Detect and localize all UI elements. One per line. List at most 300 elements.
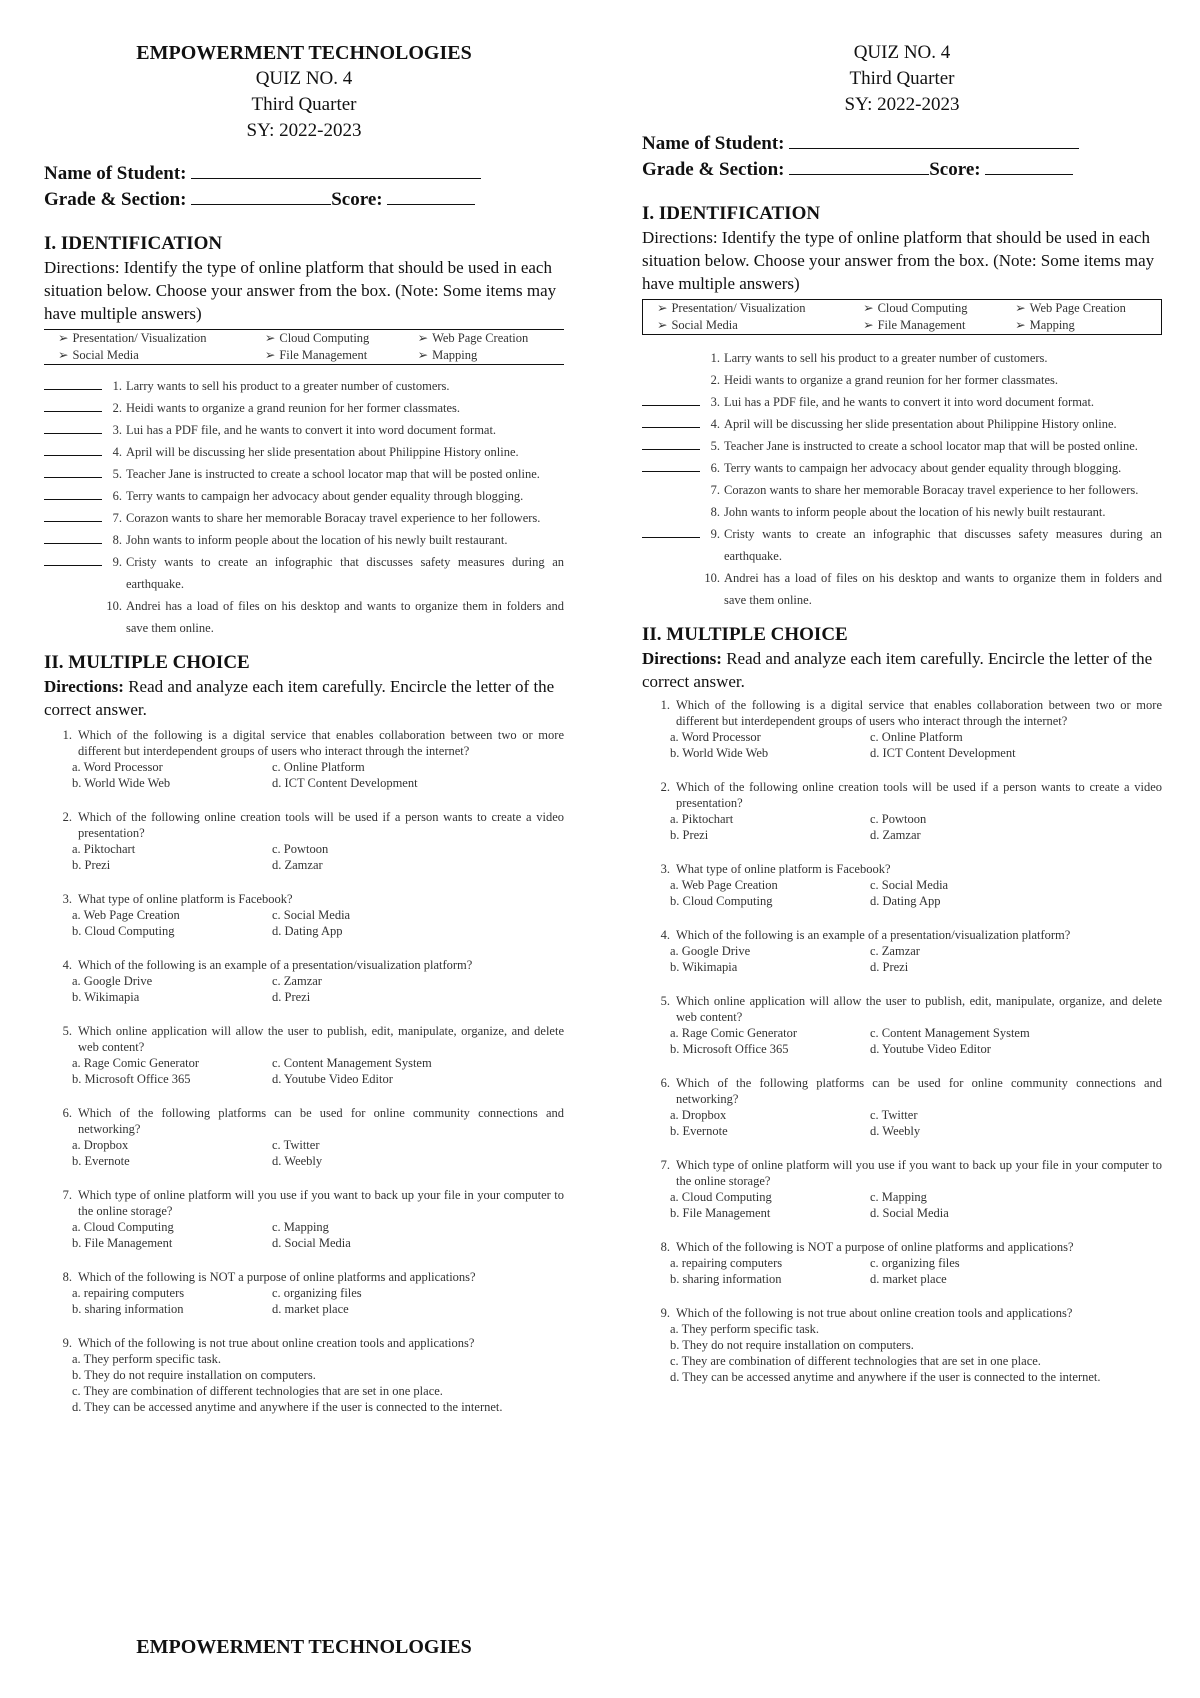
answer-option[interactable]: b. They do not require installation on computers. — [72, 1368, 316, 1382]
answer-option[interactable]: a. Word Processor — [72, 760, 163, 774]
answer-option[interactable]: d. They can be accessed anytime and anywhere if the user is connected to the internet. — [72, 1400, 503, 1414]
right-mc-directions-label: Directions: — [642, 649, 722, 668]
mc-question — [642, 1075, 1162, 1139]
mc-question — [44, 727, 564, 791]
identification-item — [642, 413, 1162, 435]
question-number: 5. — [660, 994, 670, 1008]
left-quiz-sheet — [44, 0, 564, 1433]
right-header-quiz: QUIZ NO. 4 — [853, 42, 951, 63]
item-number: 10. — [704, 571, 720, 585]
item-text: Lui has a PDF file, and he wants to convert it into word document format. — [724, 395, 1095, 409]
question-number: 2. — [660, 780, 670, 794]
item-number: 6. — [112, 489, 122, 503]
mc-question — [642, 861, 1162, 909]
identification-item — [44, 419, 564, 441]
identification-item — [44, 375, 564, 397]
question-number: 7. — [62, 1188, 72, 1202]
left-choice: ➢ Mapping — [417, 348, 478, 362]
question-text: Which of the following is an example of a presentation/visualization platform? — [676, 928, 1071, 942]
item-number: 1. — [112, 379, 122, 393]
mc-question — [44, 1187, 564, 1251]
item-number: 8. — [112, 533, 122, 547]
left-header-quiz: QUIZ NO. 4 — [255, 68, 353, 89]
answer-option[interactable]: c. Powtoon — [272, 842, 329, 856]
right-header-sy: SY: 2022-2023 — [844, 94, 960, 115]
question-stem — [44, 809, 564, 841]
answer-options — [44, 841, 564, 873]
question-text: Which of the following is a digital service that enables collaboration between two or more different but interdependent groups of users who interact through the internet? — [676, 698, 1162, 728]
question-number: 8. — [62, 1270, 72, 1284]
mc-question — [642, 779, 1162, 843]
item-number: 1. — [710, 351, 720, 365]
question-number: 9. — [62, 1336, 72, 1350]
right-choice: ➢ Cloud Computing — [863, 301, 968, 315]
answer-options — [642, 1255, 1162, 1287]
item-number: 4. — [112, 445, 122, 459]
answer-blank[interactable] — [44, 463, 102, 478]
right-mc-questions — [642, 697, 1162, 1385]
right-choices-box — [642, 299, 1162, 335]
answer-option[interactable]: b. sharing information — [72, 1302, 184, 1316]
answer-option[interactable]: a. Cloud Computing — [72, 1220, 174, 1234]
question-text: Which of the following platforms can be used for online community connections and networking? — [78, 1106, 564, 1136]
left-multiple-choice — [44, 651, 564, 1415]
answer-options — [642, 1107, 1162, 1139]
answer-option[interactable]: c. Social Media — [870, 878, 949, 892]
right-name-blank[interactable] — [789, 130, 1079, 149]
answer-blank[interactable] — [642, 435, 700, 450]
identification-item — [642, 457, 1162, 479]
right-identification — [642, 202, 1162, 611]
answer-blank[interactable] — [642, 457, 700, 472]
left-choice: ➢ File Management — [264, 348, 368, 362]
left-footer-title: EMPOWERMENT TECHNOLOGIES — [136, 1636, 472, 1658]
item-number: 3. — [112, 423, 122, 437]
mc-question — [642, 927, 1162, 975]
question-number: 6. — [62, 1106, 72, 1120]
answer-option[interactable]: d. Dating App — [870, 894, 941, 908]
answer-option[interactable]: a. repairing computers — [670, 1256, 783, 1270]
question-stem — [44, 1105, 564, 1137]
identification-item — [44, 485, 564, 507]
identification-item — [44, 463, 564, 485]
left-choice: ➢ Cloud Computing — [264, 331, 370, 345]
answer-option[interactable]: d. Youtube Video Editor — [272, 1072, 393, 1086]
answer-option[interactable]: b. World Wide Web — [72, 776, 171, 790]
question-number: 9. — [660, 1306, 670, 1320]
question-number: 4. — [660, 928, 670, 942]
right-score-blank[interactable] — [985, 156, 1073, 175]
answer-option[interactable]: a. Google Drive — [670, 944, 751, 958]
question-text: Which of the following is not true about online creation tools and applications? — [78, 1336, 475, 1350]
identification-item — [44, 595, 564, 639]
identification-item — [44, 397, 564, 419]
question-stem — [44, 891, 564, 907]
item-number: 2. — [710, 373, 720, 387]
left-grade-label: Grade & Section: — [44, 189, 187, 210]
answer-option[interactable]: d. Zamzar — [272, 858, 323, 872]
item-text: Cristy wants to create an infographic that discusses safety measures during an earthquake. — [724, 527, 1162, 563]
left-mc-directions: Read and analyze each item carefully. Encircle the letter of the correct answer. — [44, 677, 555, 719]
answer-option[interactable]: c. They are combination of different technologies that are set in one place. — [72, 1384, 443, 1398]
answer-option[interactable]: a. Google Drive — [72, 974, 153, 988]
answer-option[interactable]: c. Mapping — [272, 1220, 329, 1234]
item-text: Teacher Jane is instructed to create a school locator map that will be posted online. — [126, 467, 540, 481]
answer-option[interactable]: d. Zamzar — [870, 828, 921, 842]
answer-option[interactable]: c. Mapping — [870, 1190, 927, 1204]
answer-option[interactable]: c. Online Platform — [870, 730, 963, 744]
answer-option[interactable]: c. Twitter — [870, 1108, 918, 1122]
right-identification-directions: Directions: Identify the type of online platform that should be used in each situation below. Choose your answer from the box. (Note: Some items may have multiple answers) — [642, 228, 1155, 293]
answer-blank — [642, 501, 700, 515]
right-header — [642, 40, 1162, 118]
question-stem — [642, 861, 1162, 877]
answer-option[interactable]: a. They perform specific task. — [72, 1352, 222, 1366]
question-stem — [44, 1187, 564, 1219]
question-text: Which of the following is an example of a presentation/visualization platform? — [78, 958, 473, 972]
mc-question — [44, 809, 564, 873]
question-text: Which online application will allow the user to publish, edit, manipulate, organize, and delete web content? — [78, 1024, 564, 1054]
item-text: Teacher Jane is instructed to create a school locator map that will be posted online. — [724, 439, 1138, 453]
identification-item — [642, 501, 1162, 523]
item-text: John wants to inform people about the location of his newly built restaurant. — [724, 505, 1106, 519]
question-number: 1. — [62, 728, 72, 742]
answer-option[interactable]: a. Rage Comic Generator — [670, 1026, 798, 1040]
answer-option[interactable]: c. Twitter — [272, 1138, 320, 1152]
answer-option[interactable]: c. organizing files — [272, 1286, 362, 1300]
item-number: 6. — [710, 461, 720, 475]
right-choice: ➢ Presentation/ Visualization — [657, 301, 806, 315]
answer-options — [642, 1321, 1162, 1385]
item-text: Lui has a PDF file, and he wants to convert it into word document format. — [126, 423, 497, 437]
question-text: Which of the following online creation tools will be used if a person wants to create a video presentation? — [78, 810, 564, 840]
left-header-title: EMPOWERMENT TECHNOLOGIES — [136, 42, 472, 64]
answer-option[interactable]: b. Cloud Computing — [670, 894, 773, 908]
right-score-label: Score: — [929, 159, 981, 180]
answer-option[interactable]: c. Content Management System — [870, 1026, 1030, 1040]
answer-option[interactable]: a. Piktochart — [670, 812, 734, 826]
right-header-quarter: Third Quarter — [849, 68, 955, 89]
question-stem — [642, 697, 1162, 729]
left-identification — [44, 232, 564, 639]
answer-option[interactable]: b. Wikimapia — [670, 960, 738, 974]
answer-options — [44, 1055, 564, 1087]
answer-options — [642, 877, 1162, 909]
answer-option[interactable]: d. Youtube Video Editor — [870, 1042, 991, 1056]
answer-options — [44, 1219, 564, 1251]
right-student-fields — [642, 130, 1162, 182]
question-text: Which of the following online creation tools will be used if a person wants to create a video presentation? — [676, 780, 1162, 810]
answer-option[interactable]: d. Weebly — [272, 1154, 323, 1168]
answer-option[interactable]: b. Prezi — [72, 858, 111, 872]
answer-options — [44, 1285, 564, 1317]
answer-options — [642, 943, 1162, 975]
answer-option[interactable]: a. Piktochart — [72, 842, 136, 856]
answer-options — [44, 1137, 564, 1169]
identification-item — [642, 347, 1162, 369]
question-stem — [642, 779, 1162, 811]
answer-option[interactable]: d. Social Media — [870, 1206, 949, 1220]
question-number: 8. — [660, 1240, 670, 1254]
mc-question — [642, 1239, 1162, 1287]
item-text: Heidi wants to organize a grand reunion for her former classmates. — [724, 373, 1059, 387]
answer-option[interactable]: b. Evernote — [72, 1154, 130, 1168]
item-text: April will be discussing her slide presentation about Philippine History online. — [126, 445, 519, 459]
answer-options — [642, 729, 1162, 761]
identification-item — [642, 479, 1162, 501]
question-stem — [44, 1335, 564, 1351]
answer-option[interactable]: a. repairing computers — [72, 1286, 185, 1300]
answer-option[interactable]: b. File Management — [670, 1206, 771, 1220]
answer-option[interactable]: b. Cloud Computing — [72, 924, 175, 938]
question-stem — [642, 927, 1162, 943]
item-number: 4. — [710, 417, 720, 431]
answer-option[interactable]: c. organizing files — [870, 1256, 960, 1270]
left-choice: ➢ Social Media — [58, 348, 139, 362]
left-identification-items — [44, 375, 564, 639]
right-mc-title: II. MULTIPLE CHOICE — [642, 624, 848, 645]
left-name-blank[interactable] — [191, 160, 481, 179]
mc-question — [44, 1023, 564, 1087]
answer-option[interactable]: b. Wikimapia — [72, 990, 140, 1004]
right-identification-title: I. IDENTIFICATION — [642, 203, 821, 224]
answer-option[interactable]: d. Weebly — [870, 1124, 921, 1138]
question-number: 1. — [660, 698, 670, 712]
answer-option[interactable]: b. Evernote — [670, 1124, 728, 1138]
item-text: Cristy wants to create an infographic that discusses safety measures during an earthquake. — [126, 555, 564, 591]
left-mc-directions-label: Directions: — [44, 677, 124, 696]
item-number: 7. — [710, 483, 720, 497]
item-text: Corazon wants to share her memorable Boracay travel experience to her followers. — [126, 511, 541, 525]
mc-question — [642, 697, 1162, 761]
question-text: Which type of online platform will you use if you want to back up your file in your computer to the online storage? — [676, 1158, 1162, 1188]
right-mc-directions: Read and analyze each item carefully. Encircle the letter of the correct answer. — [642, 649, 1153, 691]
question-number: 3. — [62, 892, 72, 906]
left-score-label: Score: — [331, 189, 383, 210]
answer-option[interactable]: c. Zamzar — [870, 944, 920, 958]
identification-item — [642, 391, 1162, 413]
item-number: 3. — [710, 395, 720, 409]
answer-options — [44, 759, 564, 791]
answer-blank[interactable] — [44, 441, 102, 456]
mc-question — [642, 993, 1162, 1057]
identification-item — [44, 507, 564, 529]
answer-option[interactable]: a. Dropbox — [72, 1138, 129, 1152]
answer-option[interactable]: b. They do not require installation on computers. — [670, 1338, 914, 1352]
answer-blank[interactable] — [44, 485, 102, 500]
question-text: Which type of online platform will you use if you want to back up your file in your computer to the online storage? — [78, 1188, 564, 1218]
answer-options — [44, 907, 564, 939]
answer-option[interactable]: b. sharing information — [670, 1272, 782, 1286]
item-number: 5. — [112, 467, 122, 481]
answer-option[interactable]: a. Cloud Computing — [670, 1190, 772, 1204]
answer-option[interactable]: d. Social Media — [272, 1236, 351, 1250]
left-identification-title: I. IDENTIFICATION — [44, 233, 223, 254]
answer-option[interactable]: c. Content Management System — [272, 1056, 432, 1070]
question-stem — [44, 957, 564, 973]
right-choice: ➢ Social Media — [657, 318, 738, 332]
item-number: 5. — [710, 439, 720, 453]
answer-option[interactable]: a. Web Page Creation — [670, 878, 778, 892]
answer-blank — [642, 479, 700, 493]
answer-option[interactable]: b. Prezi — [670, 828, 709, 842]
answer-option[interactable]: c. Zamzar — [272, 974, 322, 988]
left-score-blank[interactable] — [387, 186, 475, 205]
identification-item — [642, 567, 1162, 611]
answer-option[interactable]: d. market place — [870, 1272, 947, 1286]
mc-question — [44, 1105, 564, 1169]
answer-option[interactable]: d. Prezi — [870, 960, 909, 974]
question-number: 2. — [62, 810, 72, 824]
answer-option[interactable]: a. Web Page Creation — [72, 908, 180, 922]
item-text: Terry wants to campaign her advocacy about gender equality through blogging. — [724, 461, 1122, 475]
mc-question — [642, 1305, 1162, 1385]
question-text: Which of the following platforms can be used for online community connections and networking? — [676, 1076, 1162, 1106]
question-text: What type of online platform is Facebook? — [78, 892, 293, 906]
right-name-label: Name of Student: — [642, 133, 785, 154]
identification-item — [642, 523, 1162, 567]
question-text: Which of the following is NOT a purpose of online platforms and applications? — [676, 1240, 1074, 1254]
item-text: Andrei has a load of files on his desktop and wants to organize them in folders and save them online. — [126, 599, 564, 635]
item-text: Larry wants to sell his product to a greater number of customers. — [724, 351, 1048, 365]
left-header-quarter: Third Quarter — [251, 94, 357, 115]
item-text: Andrei has a load of files on his desktop and wants to organize them in folders and save them online. — [724, 571, 1162, 607]
answer-blank — [44, 595, 102, 609]
question-text: Which of the following is a digital service that enables collaboration between two or more different but interdependent groups of users who interact through the internet? — [78, 728, 564, 758]
right-choice: ➢ Web Page Creation — [1015, 301, 1126, 315]
question-number: 4. — [62, 958, 72, 972]
mc-question — [44, 891, 564, 939]
answer-option[interactable]: a. Rage Comic Generator — [72, 1056, 200, 1070]
answer-options — [44, 973, 564, 1005]
identification-item — [44, 441, 564, 463]
mc-question — [44, 1335, 564, 1415]
item-number: 2. — [112, 401, 122, 415]
mc-question — [44, 1269, 564, 1317]
answer-option[interactable]: b. World Wide Web — [670, 746, 769, 760]
item-text: John wants to inform people about the location of his newly built restaurant. — [126, 533, 508, 547]
answer-blank[interactable] — [44, 529, 102, 544]
right-grade-blank[interactable] — [789, 156, 929, 175]
identification-item — [642, 369, 1162, 391]
answer-option[interactable]: c. Powtoon — [870, 812, 927, 826]
answer-option[interactable]: d. Dating App — [272, 924, 343, 938]
question-number: 3. — [660, 862, 670, 876]
left-grade-blank[interactable] — [191, 186, 331, 205]
identification-item — [44, 529, 564, 551]
item-number: 7. — [112, 511, 122, 525]
answer-option[interactable]: d. ICT Content Development — [272, 776, 418, 790]
right-grade-label: Grade & Section: — [642, 159, 785, 180]
answer-option[interactable]: a. Word Processor — [670, 730, 761, 744]
left-header — [44, 40, 564, 144]
answer-blank — [642, 347, 700, 361]
item-text: April will be discussing her slide presentation about Philippine History online. — [724, 417, 1117, 431]
answer-option[interactable]: b. Microsoft Office 365 — [72, 1072, 191, 1086]
question-stem — [642, 1305, 1162, 1321]
answer-option[interactable]: d. They can be accessed anytime and anywhere if the user is connected to the internet. — [670, 1370, 1101, 1384]
left-choice: ➢ Web Page Creation — [417, 331, 529, 345]
question-text: Which of the following is not true about online creation tools and applications? — [676, 1306, 1073, 1320]
item-text: Larry wants to sell his product to a greater number of customers. — [126, 379, 450, 393]
left-name-label: Name of Student: — [44, 163, 187, 184]
question-number: 7. — [660, 1158, 670, 1172]
item-text: Terry wants to campaign her advocacy about gender equality through blogging. — [126, 489, 524, 503]
right-choice: ➢ Mapping — [1015, 318, 1075, 332]
question-stem — [642, 1239, 1162, 1255]
identification-item — [642, 435, 1162, 457]
question-text: Which of the following is NOT a purpose of online platforms and applications? — [78, 1270, 476, 1284]
answer-blank[interactable] — [642, 391, 700, 406]
left-choices-box — [44, 329, 564, 365]
answer-option[interactable]: b. Microsoft Office 365 — [670, 1042, 789, 1056]
question-stem — [642, 1157, 1162, 1189]
question-number: 5. — [62, 1024, 72, 1038]
left-student-fields — [44, 160, 564, 212]
item-text: Heidi wants to organize a grand reunion for her former classmates. — [126, 401, 461, 415]
question-stem — [642, 993, 1162, 1025]
answer-blank[interactable] — [44, 397, 102, 412]
item-number: 10. — [106, 599, 122, 613]
question-stem — [642, 1075, 1162, 1107]
item-text: Corazon wants to share her memorable Boracay travel experience to her followers. — [724, 483, 1139, 497]
answer-option[interactable]: d. market place — [272, 1302, 349, 1316]
question-stem — [44, 1023, 564, 1055]
question-text: Which online application will allow the user to publish, edit, manipulate, organize, and delete web content? — [676, 994, 1162, 1024]
answer-option[interactable]: d. ICT Content Development — [870, 746, 1016, 760]
answer-option[interactable]: b. File Management — [72, 1236, 173, 1250]
answer-options — [44, 1351, 564, 1415]
right-identification-items — [642, 347, 1162, 611]
answer-option[interactable]: a. They perform specific task. — [670, 1322, 820, 1336]
left-choice: ➢ Presentation/ Visualization — [58, 331, 207, 345]
answer-blank[interactable] — [44, 507, 102, 522]
answer-option[interactable]: c. Social Media — [272, 908, 351, 922]
left-identification-directions: Directions: Identify the type of online platform that should be used in each situation below. Choose your answer from the box. (Note: Some items may have multiple answers) — [44, 258, 557, 323]
mc-question — [642, 1157, 1162, 1221]
answer-blank[interactable] — [44, 375, 102, 390]
right-quiz-sheet — [642, 0, 1162, 1403]
question-stem — [44, 1269, 564, 1285]
mc-question — [44, 957, 564, 1005]
left-header-sy: SY: 2022-2023 — [246, 120, 362, 141]
left-mc-questions — [44, 727, 564, 1415]
answer-blank — [642, 567, 700, 581]
question-number: 6. — [660, 1076, 670, 1090]
right-multiple-choice — [642, 623, 1162, 1385]
answer-blank[interactable] — [642, 523, 700, 538]
answer-blank[interactable] — [44, 419, 102, 434]
question-stem — [44, 727, 564, 759]
item-number: 9. — [112, 555, 122, 569]
answer-options — [642, 1189, 1162, 1221]
question-text: What type of online platform is Facebook? — [676, 862, 891, 876]
item-number: 8. — [710, 505, 720, 519]
identification-item — [44, 551, 564, 595]
answer-option[interactable]: a. Dropbox — [670, 1108, 727, 1122]
answer-option[interactable]: c. Online Platform — [272, 760, 365, 774]
answer-blank[interactable] — [642, 413, 700, 428]
item-number: 9. — [710, 527, 720, 541]
right-choice: ➢ File Management — [863, 318, 966, 332]
answer-blank — [642, 369, 700, 383]
answer-options — [642, 811, 1162, 843]
answer-option[interactable]: d. Prezi — [272, 990, 311, 1004]
answer-blank[interactable] — [44, 551, 102, 566]
answer-options — [642, 1025, 1162, 1057]
answer-option[interactable]: c. They are combination of different technologies that are set in one place. — [670, 1354, 1041, 1368]
left-mc-title: II. MULTIPLE CHOICE — [44, 652, 250, 673]
